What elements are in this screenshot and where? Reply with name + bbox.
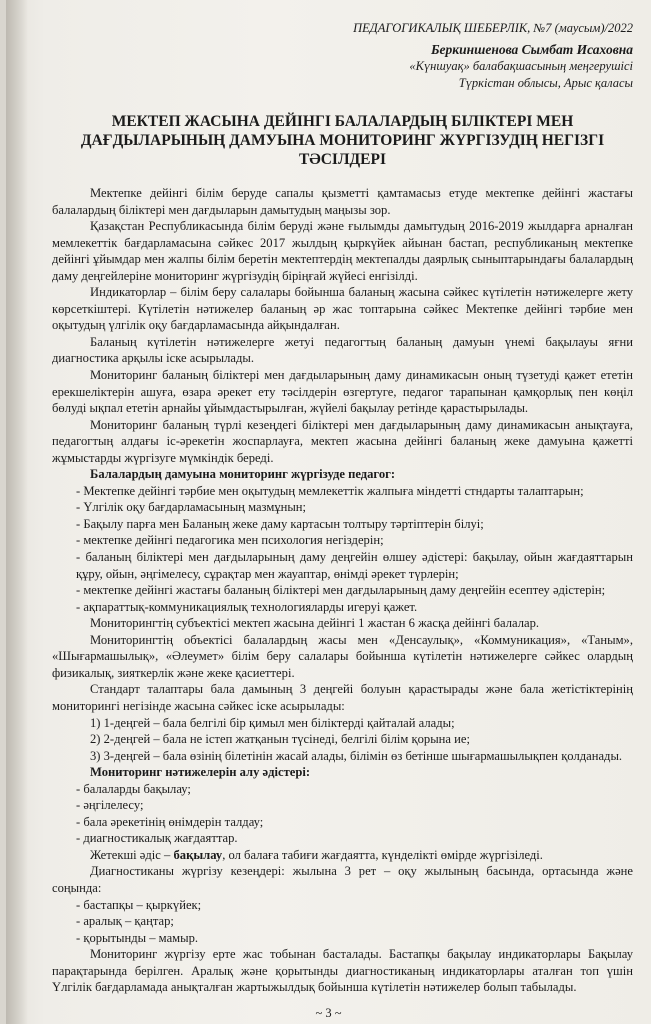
- article-body: [52, 185, 633, 996]
- paragraph: Диагностиканы жүргізу кезеңдері: жылына 3 рет – оқу жылының басында, ортасында және соңында:: [52, 864, 633, 895]
- list-item: 2) 2-деңгей – бала не істеп жатқанын түсінеді, белгілі білім қорына ие;: [90, 732, 470, 747]
- paragraph: Қазақстан Республикасында білім беруді және ғылымды дамытудың 2016-2019 жылдарға арналған мемлекеттік бағдарламасына сәйкес 2017 жылдың қыркүйек айынан бастап, республиканың мектепке дейінгі ұйымдар мен жалпы білім беретін мектептердің мектепалды даярлық сыныптарындағы балалардың даму деңгейлеріне мониторинг жүргізудің біріңғай жүйесі енгізілді.: [52, 219, 633, 283]
- article-header: [52, 20, 633, 92]
- method-bold: бақылау: [173, 847, 223, 862]
- list-item: - диагностикалық жағдаяттар.: [76, 831, 238, 846]
- list-item: - мектепке дейінгі педагогика мен психология негіздерін;: [76, 533, 384, 548]
- article-title: МЕКТЕП ЖАСЫНА ДЕЙІНГІ БАЛАЛАРДЫҢ БІЛІКТЕРІ МЕН ДАҒДЫЛАРЫНЫҢ ДАМУЫНА МОНИТОРИНГ ЖҮРГІЗУДІҢ НЕГІЗГІ ТӘСІЛДЕРІ: [80, 113, 605, 168]
- list-item: - Мектепке дейінгі тәрбие мен оқытудың мемлекеттік жалпыға міндетті стндарты талаптарын;: [76, 483, 584, 498]
- page-spine-shadow: [6, 0, 28, 1024]
- list-item: - бала әрекетінің өнімдерін талдау;: [76, 814, 264, 829]
- paragraph: Мониторинг баланың түрлі кезеңдегі біліктері мен дағдыларының даму динамикасын анықтауға, педагогтың алдағы іс-әрекетін жоспарлауға, мектеп жасына дейінгі баланың жеке дамуына қажетті жұмыстарды жүргізуге мүмкіндік береді.: [52, 417, 633, 465]
- page-number: ~ 3 ~: [315, 1006, 342, 1020]
- section-heading: Балалардың дамуына мониторинг жүргізуде педагог:: [90, 467, 396, 482]
- paragraph: Мониторинг жүргізу ерте жас тобынан басталады. Бастапқы бақылау индикаторлары Бақылау парақтарында берілген. Аралық және қорытынды диагностиканың индикаторлары аталған топ үшін Үлгілік бағдарламада анықталған жартыжылдық бойынша күтілетін нәтижелер болып табылады.: [52, 947, 633, 995]
- paragraph: Мониторинг баланың біліктері мен дағдыларының даму динамикасын оның түзетуді қажет ететін ерекшеліктерін ашуға, өзара әрекет ету тәсілдерін өзгертуге, педагог тарапынан қамқорлық пен көңіл бөлуді ықпал ететін арнайы ұйымдастырылған, жүйелі бақылау ретінде қарастырылады.: [52, 368, 633, 416]
- list-item: - мектепке дейінгі жастағы баланың біліктері мен дағдыларының даму деңгейін есептеу әдістерін;: [76, 583, 606, 598]
- list-item: 1) 1-деңгей – бала белгілі бір қимыл мен біліктерді қайталай алады;: [90, 715, 455, 730]
- list-item: 3) 3-деңгей – бала өзінің білетінін жасай алады, білімін өз бетінше шығармашылықпен қолданады.: [90, 748, 623, 763]
- list-item: - балаларды бақылау;: [76, 781, 191, 796]
- journal-title: ПЕДАГОГИКАЛЫҚ ШЕБЕРЛІК, №7 (маусым)/2022: [353, 21, 633, 35]
- author-position: «Күншуақ» балабақшасының меңгерушісі: [409, 59, 633, 73]
- method-prefix: Жетекші әдіс –: [90, 847, 174, 862]
- list-item: - бастапқы – қыркүйек;: [76, 897, 202, 912]
- paragraph: Индикаторлар – білім беру салалары бойынша баланың жасына сәйкес күтілетін нәтижелерге жету көрсеткіштері. Күтілетін нәтижелер баланың әр жас топтарына сәйкес Мектепке дейінгі тәрбие мен оқытудың үлгілік оқу бағдарламасында айқындалған.: [52, 285, 633, 333]
- list-item: - Үлгілік оқу бағдарламасының мазмұнын;: [76, 500, 307, 515]
- paragraph: Мониторингтің субъектісі мектеп жасына дейінгі 1 жастан 6 жасқа дейінгі балалар.: [90, 616, 540, 631]
- section-heading: Мониторинг нәтижелерін алу әдістері:: [90, 765, 311, 780]
- list-item: - әңгілелесу;: [76, 798, 144, 813]
- list-item: - қорытынды – мамыр.: [76, 930, 199, 945]
- paragraph: [52, 847, 633, 864]
- list-item: - ақпараттық-коммуникациялық технологияларды игеруі қажет.: [76, 599, 418, 614]
- list-item: - баланың біліктері мен дағдыларының даму деңгейін өлшеу әдістері: бақылау, ойын жағдаяттарын құру, ойын, әңгімелесу, сұрақтар мен жауаптар, өнімді әрекет түрлерін;: [76, 550, 633, 581]
- paragraph: Мониторингтің объектісі балалардың жасы мен «Денсаулық», «Коммуникация», «Таным», «Шығармашылық», «Әлеумет» білім беру салалары бойынша күтілетін нәтижелерге сәйкес олардың физикалық, зияткерлік және жеке қасиеттері.: [52, 632, 633, 680]
- list-item: - Бақылу парға мен Баланың жеке даму картасын толтыру тәртіптерін білуі;: [76, 516, 484, 531]
- paragraph: Мектепке дейінгі білім беруде сапалы қызметті қамтамасыз етуде мектепке дейінгі жастағы балалардың біліктері мен дағдыларын дамытудың маңызы зор.: [52, 186, 633, 217]
- paragraph: Баланың күтілетін нәтижелерге жетуі педагогтың баланың дамуын үнемі бақылауы яғни диагностика арқылы іске асырылады.: [52, 334, 633, 366]
- author-location: Түркістан облысы, Арыс қаласы: [458, 76, 633, 90]
- author-name: Беркиншенова Сымбат Исаховна: [430, 42, 633, 57]
- document-page: [6, 0, 651, 1024]
- list-item: - аралық – қаңтар;: [76, 914, 174, 929]
- method-suffix: , ол балаға табиғи жағдаятта, күнделікті өмірде жүргізіледі.: [222, 847, 543, 862]
- paragraph: Стандарт талаптары бала дамының 3 деңгейі болуын қарастырады және бала жетістіктерінің мониторингі негізінде жасына сәйкес іске асырылады:: [52, 682, 633, 713]
